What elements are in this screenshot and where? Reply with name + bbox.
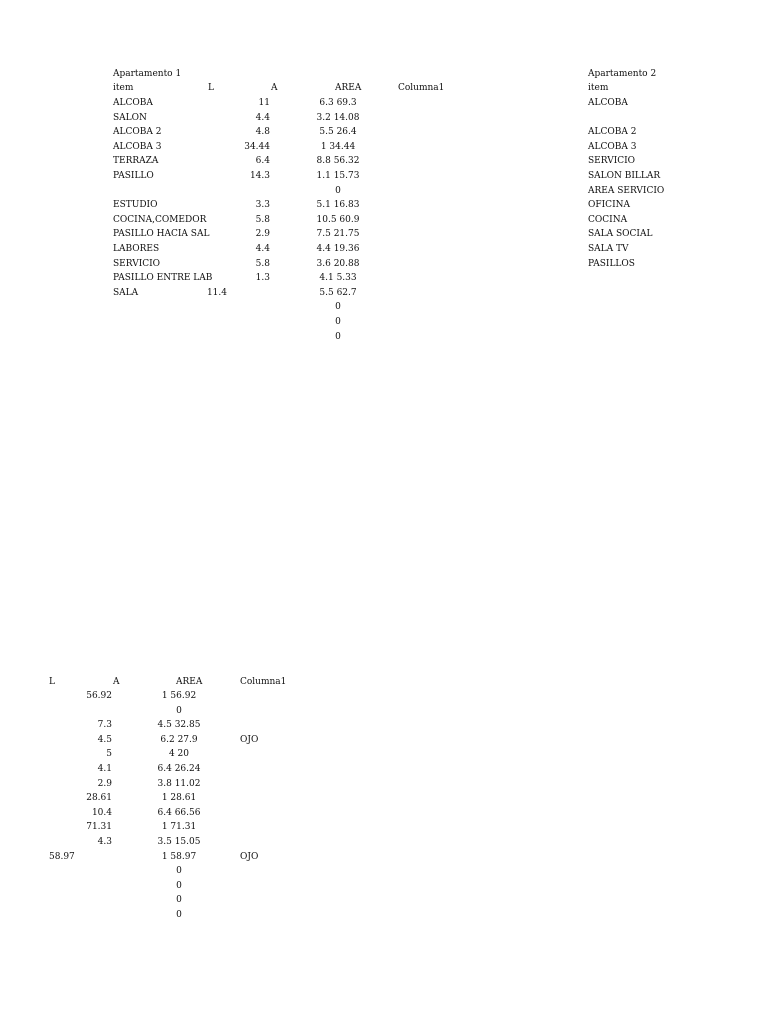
cont-a-value: 56.92: [86, 691, 112, 701]
cont-area-value: 0: [176, 881, 182, 891]
cont-area-value: 0: [176, 866, 182, 876]
row-a-value: 11: [258, 98, 270, 108]
row-area-value: 0: [335, 302, 341, 312]
row-area-value: 10.5 60.9: [316, 215, 360, 225]
cont-area-value: 1 71.31: [161, 822, 197, 832]
row-area-value: 3.2 14.08: [316, 113, 360, 123]
apartamento1-header-area: AREA: [335, 83, 362, 93]
apartamento2-item: PASILLOS: [588, 259, 635, 269]
continuation-header-area: AREA: [176, 677, 203, 687]
apartamento2-item: COCINA: [588, 215, 628, 225]
cont-area-value: 0: [176, 895, 182, 905]
apartamento2-item: SERVICIO: [588, 156, 636, 166]
cont-a-value: 28.61: [86, 793, 112, 803]
cont-area-value: 1 58.97: [161, 852, 197, 862]
cont-area-value: 3.5 15.05: [157, 837, 201, 847]
row-item-label: ALCOBA 2: [113, 127, 162, 137]
apartamento1-header-col: Columna1: [398, 83, 445, 93]
row-item-label: TERRAZA: [113, 156, 159, 166]
row-item-label: ESTUDIO: [113, 200, 158, 210]
continuation-header-a: A: [113, 677, 120, 687]
apartamento2-item: AREA SERVICIO: [588, 186, 665, 196]
apartamento1-header-l: L: [208, 83, 214, 93]
cont-area-value: 0: [176, 910, 182, 920]
cont-area-value: 6.4 26.24: [157, 764, 201, 774]
row-area-value: 3.6 20.88: [316, 259, 360, 269]
cont-area-value: 4.5 32.85: [157, 720, 201, 730]
cont-a-value: 2.9: [97, 779, 112, 789]
cont-col-note: OJO: [240, 852, 259, 862]
row-a-value: 5.8: [255, 259, 270, 269]
cont-a-value: 71.31: [86, 822, 112, 832]
row-item-label: ALCOBA: [113, 98, 153, 108]
cont-a-value: 4.3: [97, 837, 112, 847]
apartamento1-header-item: item: [113, 83, 134, 93]
row-area-value: 6.3 69.3: [319, 98, 357, 108]
row-area-value: 1.1 15.73: [316, 171, 360, 181]
row-a-value: 2.9: [255, 229, 270, 239]
row-area-value: 7.5 21.75: [316, 229, 360, 239]
row-area-value: 4.1 5.33: [319, 273, 357, 283]
apartamento2-title: Apartamento 2: [588, 69, 657, 79]
row-area-value: 5.5 26.4: [319, 127, 357, 137]
apartamento2-item: ALCOBA 3: [588, 142, 637, 152]
row-a-value: 4.4: [255, 113, 270, 123]
row-item-label: PASILLO HACIA SAL: [113, 229, 210, 239]
row-area-value: 1 34.44: [320, 142, 356, 152]
row-area-value: 0: [335, 317, 341, 327]
row-a-value: 3.3: [255, 200, 270, 210]
cont-area-value: 0: [176, 706, 182, 716]
row-area-value: 0: [335, 332, 341, 342]
row-item-label: SALA: [113, 288, 139, 298]
row-area-value: 5.1 16.83: [316, 200, 360, 210]
apartamento1-title: Apartamento 1: [113, 69, 182, 79]
apartamento2-item: OFICINA: [588, 200, 630, 210]
row-item-label: COCINA,COMEDOR: [113, 215, 207, 225]
cont-a-value: 4.5: [97, 735, 112, 745]
row-area-value: 0: [335, 186, 341, 196]
row-a-value: 14.3: [249, 171, 270, 181]
cont-area-value: 1 28.61: [161, 793, 197, 803]
cont-a-value: 4.1: [97, 764, 112, 774]
cont-area-value: 6.2 27.9: [160, 735, 198, 745]
row-a-value: 5.8: [255, 215, 270, 225]
row-a-value: 1.3: [255, 273, 270, 283]
apartamento2-item: SALA TV: [588, 244, 629, 254]
apartamento2-item: SALA SOCIAL: [588, 229, 653, 239]
cont-area-value: 6.4 66.56: [157, 808, 201, 818]
cont-a-value: 7.3: [97, 720, 112, 730]
cont-col-note: OJO: [240, 735, 259, 745]
row-item-label: PASILLO: [113, 171, 154, 181]
row-a-value: 34.44: [244, 142, 270, 152]
row-area-value: 8.8 56.32: [316, 156, 360, 166]
row-item-label: ALCOBA 3: [113, 142, 162, 152]
row-a-value: 4.4: [255, 244, 270, 254]
cont-l-value: 58.97: [49, 852, 75, 862]
row-item-label: SALON: [113, 113, 147, 123]
apartamento1-header-a: A: [271, 83, 278, 93]
apartamento2-item: ALCOBA: [588, 98, 628, 108]
row-area-value: 5.5 62.7: [319, 288, 357, 298]
continuation-header-col: Columna1: [240, 677, 287, 687]
row-area-value: 4.4 19.36: [316, 244, 360, 254]
cont-area-value: 1 56.92: [161, 691, 197, 701]
cont-area-value: 3.8 11.02: [157, 779, 201, 789]
cont-area-value: 4 20: [168, 749, 190, 759]
apartamento2-item: ALCOBA 2: [588, 127, 637, 137]
row-item-label: SERVICIO: [113, 259, 161, 269]
apartamento2-item: SALON BILLAR: [588, 171, 661, 181]
row-item-label: PASILLO ENTRE LAB: [113, 273, 213, 283]
cont-a-value: 5: [106, 749, 112, 759]
row-item-label: LABORES: [113, 244, 160, 254]
continuation-header-l: L: [49, 677, 55, 687]
apartamento2-header-item: item: [588, 83, 609, 93]
row-a-value: 6.4: [255, 156, 270, 166]
cont-a-value: 10.4: [91, 808, 112, 818]
row-l-value: 11.4: [206, 288, 227, 298]
row-a-value: 4.8: [255, 127, 270, 137]
